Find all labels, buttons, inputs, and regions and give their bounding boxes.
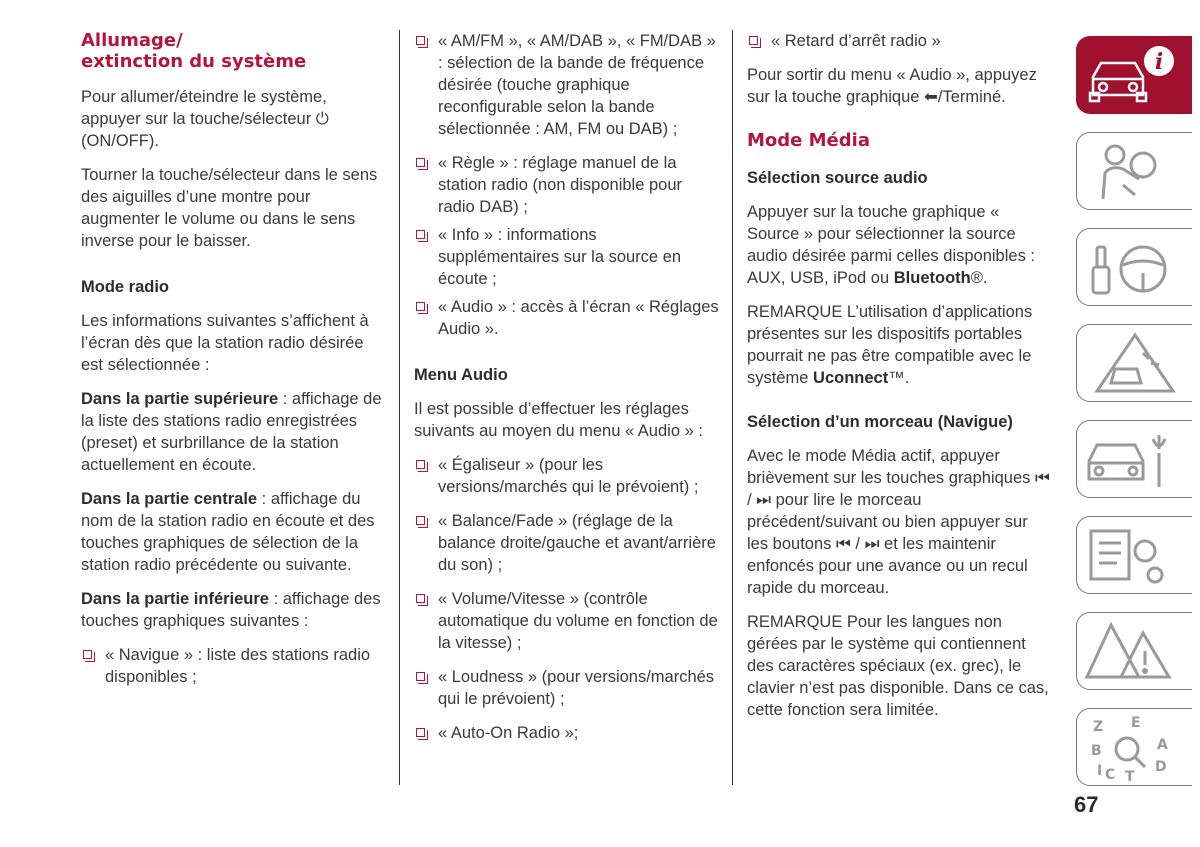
paragraph: Pour allumer/éteindre le système, appuyer sur la touche/sélecteur ⏻ (ON/OFF). bbox=[81, 88, 329, 150]
svg-text:E: E bbox=[1131, 715, 1141, 731]
car-wrench-icon bbox=[1077, 421, 1193, 499]
paragraph: Avec le mode Média actif, appuyer brièvement sur les touches graphiques ⏮ / ⏭ pour lire le morceau précédent/suivant ou bien appuyer sur les boutons ⏮ / ⏭ et les maintenir enfoncés pour une avance ou un recul rapide du morceau. bbox=[747, 447, 1050, 597]
svg-text:D: D bbox=[1155, 759, 1167, 775]
list-item: « Info » : informations supplémentaires sur la source en écoute ; bbox=[414, 224, 719, 290]
list-item: « AM/FM », « AM/DAB », « FM/DAB » : sélection de la bande de fréquence désirée (touche graphique reconfigurable selon la bande sélectionnée : AM, FM ou DAB) ; bbox=[414, 30, 719, 140]
bullet-box-icon bbox=[416, 728, 425, 737]
tab-safety[interactable] bbox=[1076, 132, 1192, 210]
paragraph: Les informations suivantes s’affichent à l’écran dès que la station radio désirée est sélectionnée : bbox=[81, 312, 369, 374]
column-3 bbox=[747, 30, 1052, 733]
heading-mode-radio: Mode radio bbox=[81, 278, 170, 296]
heading-selection-morceau: Sélection d’un morceau (Navigue) bbox=[747, 413, 1013, 431]
paragraph: REMARQUE Pour les langues non gérées par le système qui contiennent des caractères spéciaux (ex. grec), le clavier n’est pas disponible. Dans ce cas, cette fonction sera limitée. bbox=[747, 613, 1049, 719]
paragraph: Tourner la touche/sélecteur dans le sens des aiguilles d’une montre pour augmenter le volume ou dans le sens inverse pour le baisser. bbox=[81, 166, 378, 250]
column-divider bbox=[399, 30, 400, 785]
column-divider bbox=[732, 30, 733, 785]
tab-starting[interactable] bbox=[1076, 228, 1192, 306]
tab-emergency[interactable] bbox=[1076, 324, 1192, 402]
car-info-icon bbox=[1077, 37, 1193, 115]
list-item: « Loudness » (pour versions/marchés qui le prévoient) ; bbox=[414, 666, 719, 710]
section-title-mode-media: Mode Média bbox=[747, 130, 870, 151]
tab-warnings[interactable] bbox=[1076, 612, 1192, 690]
svg-text:C: C bbox=[1105, 767, 1116, 783]
tab-car-info[interactable] bbox=[1076, 36, 1192, 114]
bullet-box-icon bbox=[416, 516, 425, 525]
svg-text:B: B bbox=[1091, 743, 1102, 759]
specs-gears-icon bbox=[1077, 517, 1193, 595]
column-1 bbox=[81, 30, 386, 700]
bullet-box-icon bbox=[83, 650, 92, 659]
bullet-box-icon bbox=[416, 460, 425, 469]
svg-text:I: I bbox=[1097, 763, 1103, 779]
page-number: 67 bbox=[1074, 792, 1099, 817]
bullet-box-icon bbox=[416, 158, 425, 167]
heading-source-audio: Sélection source audio bbox=[747, 169, 928, 187]
double-warning-icon bbox=[1077, 613, 1193, 691]
paragraph: Appuyer sur la touche graphique « Source » pour sélectionner la source audio désirée parmi celles disponibles : AUX, USB, iPod ou Bluetooth®. bbox=[747, 203, 1035, 287]
list-item: « Balance/Fade » (réglage de la balance droite/gauche et avant/arrière du son) ; bbox=[414, 510, 719, 576]
tab-specs[interactable] bbox=[1076, 516, 1192, 594]
list-item: « Navigue » : liste des stations radio disponibles ; bbox=[81, 644, 386, 688]
list-item: « Règle » : réglage manuel de la station radio (non disponible pour radio DAB) ; bbox=[414, 152, 719, 218]
bullet-box-icon bbox=[416, 302, 425, 311]
steering-wheel-key-icon bbox=[1077, 229, 1193, 307]
svg-text:T: T bbox=[1125, 769, 1135, 785]
paragraph-center: Dans la partie centrale : affichage du nom de la station radio en écoute et des touches graphiques de sélection de la station radio précédente ou suivante. bbox=[81, 490, 375, 574]
bullet-box-icon bbox=[416, 36, 425, 45]
tab-index[interactable] bbox=[1076, 708, 1192, 786]
car-crash-warning-icon bbox=[1077, 325, 1193, 403]
paragraph: REMARQUE L’utilisation d’applications présentes sur les dispositifs portables pourrait ne pas être compatible avec le système Uconnect™. bbox=[747, 303, 1033, 387]
svg-text:i: i bbox=[1154, 49, 1164, 75]
tab-maintenance[interactable] bbox=[1076, 420, 1192, 498]
paragraph-upper: Dans la partie supérieure : affichage de la liste des stations radio enregistrées (preset) et surbrillance de la station actuellement en écoute. bbox=[81, 390, 382, 474]
list-item: « Égaliseur » (pour les versions/marchés qui le prévoient) ; bbox=[414, 454, 719, 498]
bullet-box-icon bbox=[749, 36, 758, 45]
list-item: « Volume/Vitesse » (contrôle automatique du volume en fonction de la vitesse) ; bbox=[414, 588, 719, 654]
column-2 bbox=[414, 30, 719, 756]
paragraph-lower: Dans la partie inférieure : affichage des touches graphiques suivantes : bbox=[81, 590, 381, 630]
bullet-box-icon bbox=[416, 672, 425, 681]
paragraph: Pour sortir du menu « Audio », appuyez sur la touche graphique ⬅/Terminé. bbox=[747, 66, 1037, 106]
alphabet-index-icon bbox=[1077, 709, 1193, 787]
airbag-person-icon bbox=[1077, 133, 1193, 211]
paragraph: Il est possible d’effectuer les réglages suivants au moyen du menu « Audio » : bbox=[414, 400, 703, 440]
heading-menu-audio: Menu Audio bbox=[414, 366, 508, 384]
bullet-box-icon bbox=[416, 594, 425, 603]
bullet-box-icon bbox=[416, 230, 425, 239]
svg-text:A: A bbox=[1157, 737, 1168, 753]
list-item: « Retard d’arrêt radio » bbox=[747, 30, 1052, 52]
list-item: « Audio » : accès à l’écran « Réglages Audio ». bbox=[414, 296, 719, 340]
svg-text:Z: Z bbox=[1093, 719, 1104, 735]
section-title-allumage: Allumage/ extinction du système bbox=[81, 30, 307, 72]
list-item: « Auto-On Radio »; bbox=[414, 722, 719, 744]
